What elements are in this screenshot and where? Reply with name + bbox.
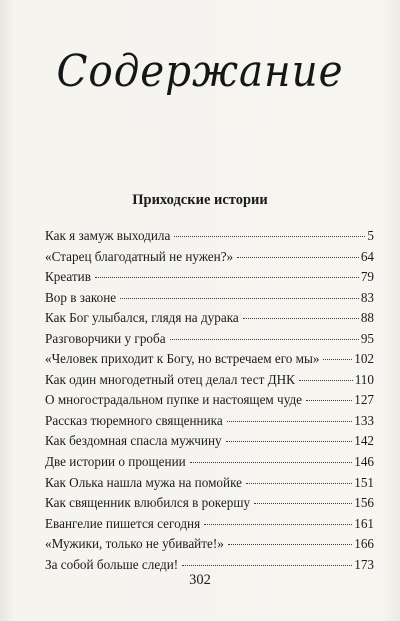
toc-entry-page: 95: [360, 330, 374, 346]
toc-entry: [45, 329, 374, 350]
toc-entry-page: 146: [354, 454, 374, 470]
toc-leader-dots: [226, 440, 353, 442]
toc-entry-title: Креатив: [45, 269, 91, 285]
toc-entry-page: 102: [354, 351, 374, 367]
toc-leader-dots: [323, 358, 352, 360]
toc-entry: [45, 390, 374, 411]
toc-leader-dots: [243, 317, 359, 319]
toc-entry: [45, 288, 374, 309]
toc-leader-dots: [227, 420, 353, 422]
toc-leader-dots: [228, 543, 352, 545]
toc-entry-title: Как Бог улыбался, глядя на дурака: [45, 310, 239, 326]
toc-entry: [45, 514, 374, 535]
toc-entry-title: За собой больше следи!: [45, 556, 179, 572]
toc-entry-title: О многострадальном пупке и настоящем чуде: [45, 392, 303, 408]
toc-entry: [45, 226, 374, 247]
table-of-contents: [45, 226, 374, 575]
toc-leader-dots: [182, 564, 352, 566]
toc-entry-title: Как я замуж выходила: [45, 228, 171, 243]
toc-entry-page: 110: [354, 371, 374, 387]
toc-entry-page: 142: [354, 433, 374, 449]
toc-leader-dots: [299, 379, 353, 381]
toc-leader-dots: [120, 297, 359, 299]
page-title: Содержание: [56, 46, 344, 97]
toc-entry: [45, 349, 374, 370]
toc-entry: [45, 473, 374, 494]
toc-entry-page: 166: [354, 536, 374, 552]
toc-entry-page: 79: [360, 269, 374, 285]
toc-entry-title: «Человек приходит к Богу, но встречаем его мы»: [45, 351, 320, 367]
toc-entry-title: Разговорчики у гроба: [45, 330, 166, 346]
toc-entry-page: 151: [354, 474, 374, 490]
toc-entry: [45, 411, 374, 432]
toc-entry: [45, 308, 374, 329]
toc-entry-title: Евангелие пишется сегодня: [45, 515, 201, 531]
toc-entry-page: 156: [354, 495, 374, 511]
toc-entry: [45, 431, 374, 452]
toc-entry: [45, 493, 374, 514]
section-title: Приходские истории: [132, 192, 268, 208]
toc-entry-page: 161: [354, 515, 374, 531]
page-number: 302: [189, 572, 211, 588]
toc-entry: [45, 267, 374, 288]
toc-leader-dots: [246, 482, 352, 484]
toc-leader-dots: [204, 523, 352, 525]
toc-entry-title: Как бездомная спасла мужчину: [45, 433, 222, 449]
toc-entry-title: Вор в законе: [45, 289, 117, 305]
toc-leader-dots: [174, 235, 365, 237]
toc-entry-page: 133: [354, 412, 374, 428]
toc-entry-page: 127: [354, 392, 374, 408]
toc-entry-page: 5: [367, 228, 374, 243]
toc-entry: [45, 452, 374, 473]
toc-entry: [45, 247, 374, 268]
toc-entry: [45, 534, 374, 555]
toc-entry-title: Рассказ тюремного священника: [45, 412, 223, 428]
toc-entry-title: Две истории о прощении: [45, 454, 186, 470]
toc-leader-dots: [306, 399, 352, 401]
toc-leader-dots: [95, 276, 359, 278]
toc-entry-page: 64: [360, 248, 374, 264]
toc-leader-dots: [190, 461, 353, 463]
toc-entry-title: Как один многодетный отец делал тест ДНК: [45, 371, 295, 387]
toc-leader-dots: [237, 256, 359, 258]
toc-leader-dots: [254, 502, 352, 504]
toc-entry-page: 83: [360, 289, 374, 305]
toc-entry: [45, 370, 374, 391]
toc-leader-dots: [170, 338, 359, 340]
toc-entry-title: Как Олька нашла мужа на помойке: [45, 474, 243, 490]
toc-entry-title: «Старец благодатный не нужен?»: [45, 248, 234, 264]
toc-entry-page: 173: [354, 556, 374, 572]
toc-entry-page: 88: [360, 310, 374, 326]
toc-entry-title: «Мужики, только не убивайте!»: [45, 536, 224, 552]
toc-entry-title: Как священник влюбился в рокершу: [45, 495, 251, 511]
